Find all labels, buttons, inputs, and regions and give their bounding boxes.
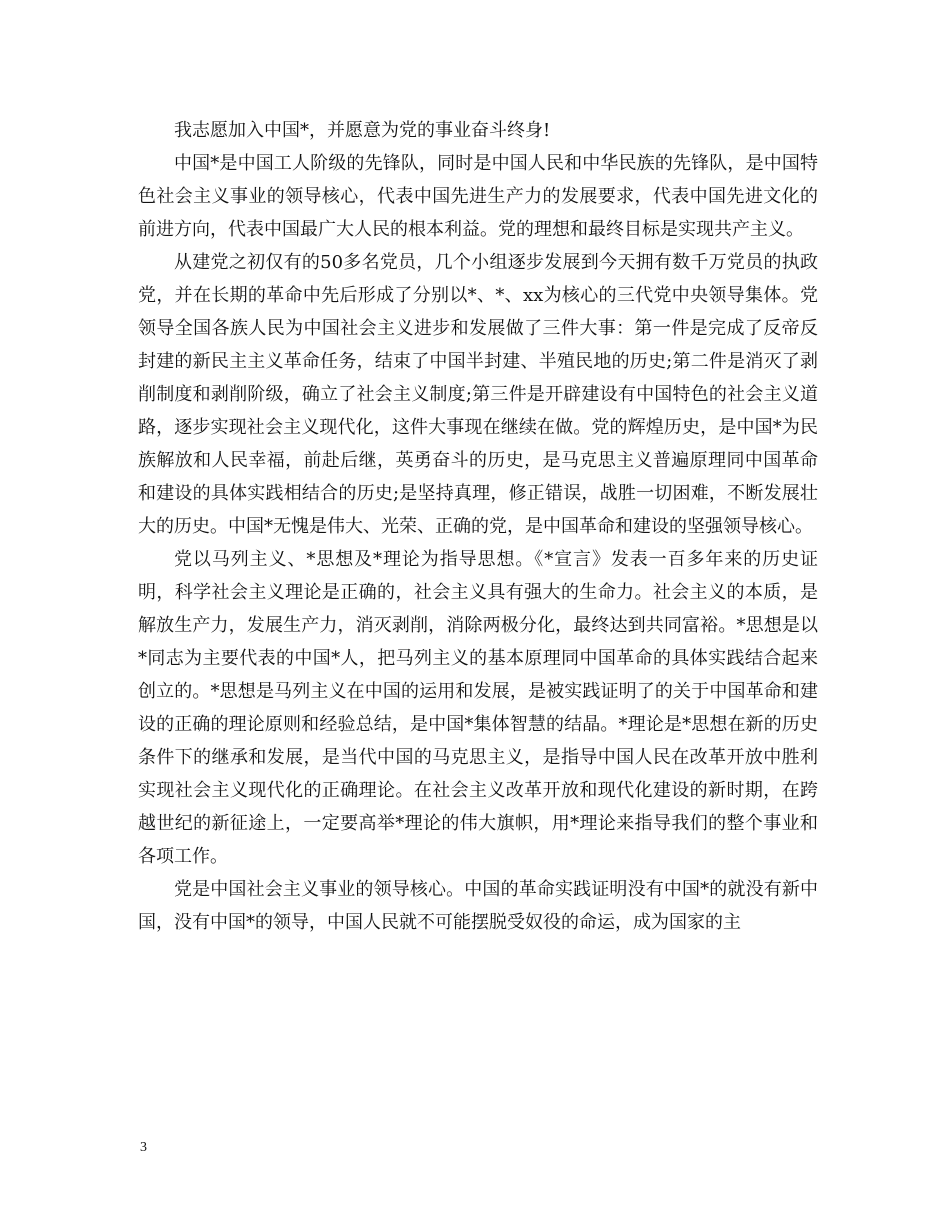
paragraph-3: 从建党之初仅有的50多名党员，几个小组逐步发展到今天拥有数千万党员的执政党，并在长期的革命中先后形成了分别以*、*、xx为核心的三代党中央领导集体。党领导全国各族人民为中国社会主义进步和发展做了三件大事：第一件是完成了反帝反封建的新民主主义革命任务，结束了中国半封建、半殖民地的历史;第二件是消灭了剥削制度和剥削阶级，确立了社会主义制度;第三件是开辟建设有中国特色的社会主义道路，逐步实现社会主义现代化，这件大事现在继续在做。党的辉煌历史，是中国*为民族解放和人民幸福，前赴后继，英勇奋斗的历史，是马克思主义普遍原理同中国革命和建设的具体实践相结合的历史;是坚持真理，修正错误，战胜一切困难，不断发展壮大的历史。中国*无愧是伟大、光荣、正确的党，是中国革命和建设的坚强领导核心。 bbox=[138, 252, 818, 537]
paragraph-5: 党是中国社会主义事业的领导核心。中国的革命实践证明没有中国*的就没有新中国，没有中国*的领导，中国人民就不可能摆脱受奴役的命运，成为国家的主 bbox=[138, 879, 818, 933]
paragraph-1: 我志愿加入中国*，并愿意为党的事业奋斗终身! bbox=[174, 120, 551, 141]
document-body bbox=[138, 114, 818, 939]
paragraph-4: 党以马列主义、*思想及*理论为指导思想。《*宣言》发表一百多年来的历史证明，科学社会主义理论是正确的，社会主义具有强大的生命力。社会主义的本质，是解放生产力，发展生产力，消灭剥削，消除两极分化，最终达到共同富裕。*思想是以*同志为主要代表的中国*人，把马列主义的基本原理同中国革命的具体实践结合起来创立的。*思想是马列主义在中国的运用和发展，是被实践证明了的关于中国革命和建设的正确的理论原则和经验总结，是中国*集体智慧的结晶。*理论是*思想在新的历史条件下的继承和发展，是当代中国的马克思主义，是指导中国人民在改革开放中胜利实现社会主义现代化的正确理论。在社会主义改革开放和现代化建设的新时期，在跨越世纪的新征途上，一定要高举*理论的伟大旗帜，用*理论来指导我们的整个事业和各项工作。 bbox=[138, 549, 818, 867]
paragraph-2: 中国*是中国工人阶级的先锋队，同时是中国人民和中华民族的先锋队，是中国特色社会主义事业的领导核心，代表中国先进生产力的发展要求，代表中国先进文化的前进方向，代表中国最广大人民的根本利益。党的理想和最终目标是实现共产主义。 bbox=[138, 153, 818, 240]
page-number: 3 bbox=[140, 1140, 147, 1155]
